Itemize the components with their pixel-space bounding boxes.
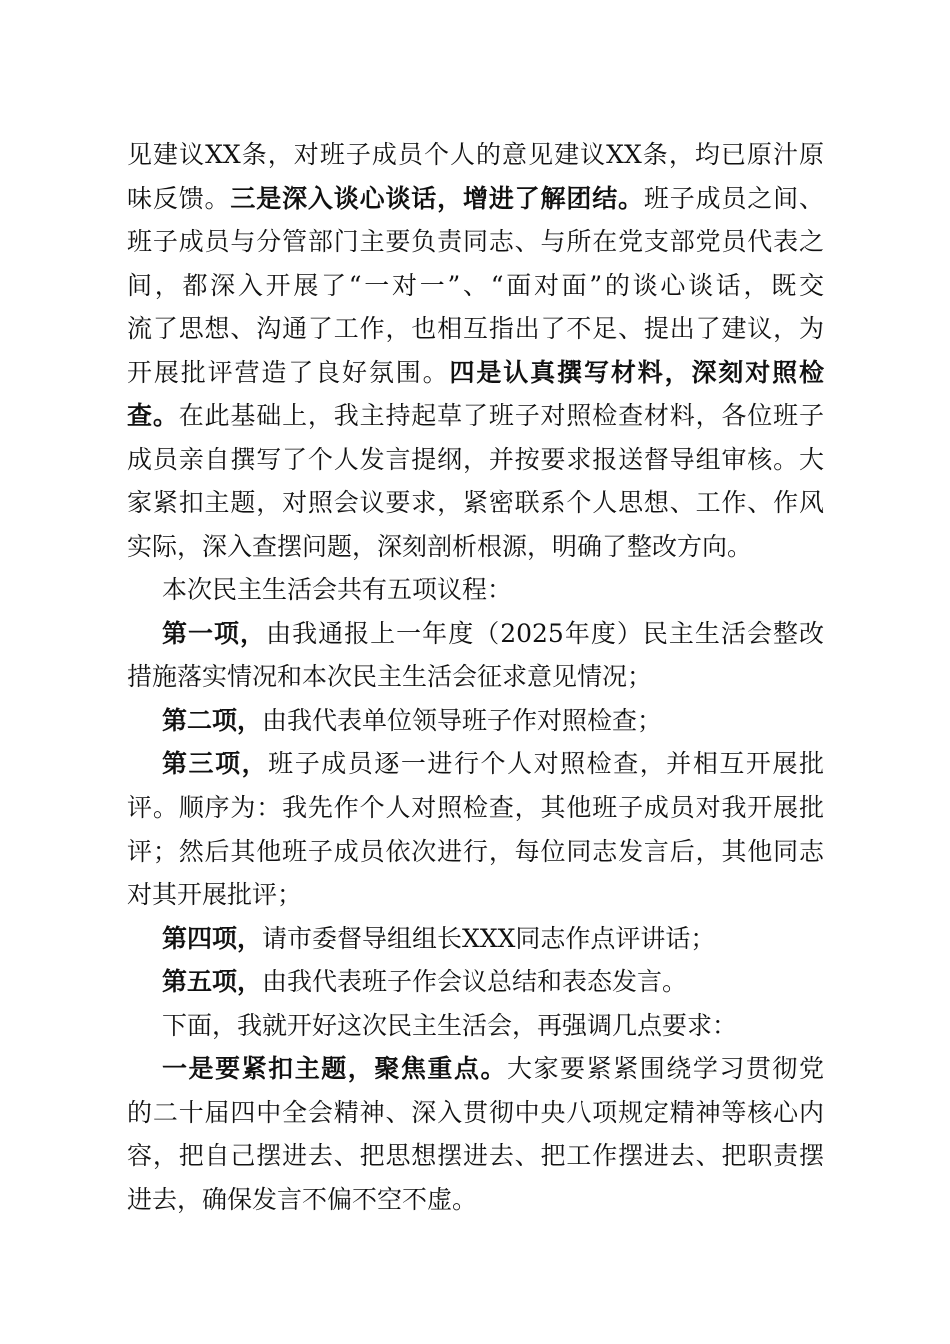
- bold-heading-run: 四是认真撰写材料，深刻对照检: [449, 357, 824, 387]
- text-line: [127, 830, 824, 874]
- text-line: [127, 264, 824, 308]
- text-run: 见建议XX条，对班子成员个人的意见建议XX条，均已原汁原: [127, 140, 824, 169]
- text-run: 间，都深入开展了“一对一”、“面对面”的谈心谈话，既交: [127, 270, 824, 300]
- text-line: [127, 177, 824, 221]
- text-line: [127, 917, 824, 961]
- text-line: [127, 655, 824, 699]
- text-run: 由我代表单位领导班子作对照检查；: [262, 705, 663, 735]
- text-run: 请市委督导组组长XXX同志作点评讲话；: [262, 923, 716, 953]
- text-run: 措施落实情况和本次民主生活会征求意见情况；: [127, 662, 653, 692]
- text-line: [127, 960, 824, 1004]
- text-run: 在此基础上，我主持起草了班子对照检查材料，各位班子: [178, 401, 824, 431]
- text-line: [127, 1004, 824, 1048]
- bold-heading-run: 第二项，: [162, 705, 263, 735]
- text-line: [127, 742, 824, 786]
- text-run: 成员亲自撰写了个人发言提纲，并按要求报送督导组审核。大: [127, 444, 824, 474]
- text-run: 评；然后其他班子成员依次进行，每位同志发言后，其他同志: [127, 836, 824, 866]
- text-line: [127, 1047, 824, 1091]
- text-run: 评。顺序为：我先作个人对照检查，其他班子成员对我开展批: [127, 792, 824, 822]
- text-line: [127, 699, 824, 743]
- text-line: [127, 525, 824, 569]
- text-line: [127, 568, 824, 612]
- text-line: [127, 1091, 824, 1135]
- text-run: 容，把自己摆进去、把思想摆进去、把工作摆进去、把职责摆: [127, 1141, 824, 1171]
- bold-heading-run: 第一项，: [162, 618, 267, 648]
- text-run: 实际，深入查摆问题，深刻剖析根源，明确了整改方向。: [127, 531, 753, 561]
- text-line: [127, 612, 824, 656]
- text-run: 班子成员之间、: [643, 183, 824, 213]
- bold-heading-run: 第三项，: [162, 749, 269, 779]
- bold-heading-run: 第四项，: [162, 923, 263, 953]
- text-run: 班子成员逐一进行个人对照检查，并相互开展批: [268, 749, 824, 779]
- text-line: [127, 1134, 824, 1178]
- bold-heading-run: 一是要紧扣主题，聚焦重点。: [162, 1054, 508, 1084]
- text-line: [127, 307, 824, 351]
- text-run: 进去，确保发言不偏不空不虚。: [127, 1184, 478, 1214]
- text-run: 大家要紧紧围绕学习贯彻党: [507, 1054, 824, 1084]
- text-run: 由我通报上一年度（2025年度）民主生活会整改: [266, 618, 824, 648]
- text-line: [127, 394, 824, 438]
- text-line: [127, 133, 824, 177]
- text-run: 味反馈。: [127, 183, 231, 213]
- text-line: [127, 220, 824, 264]
- text-line: [127, 1178, 824, 1222]
- text-run: 对其开展批评；: [127, 880, 303, 910]
- text-line: [127, 873, 824, 917]
- text-run: 开展批评营造了良好氛围。: [127, 357, 450, 387]
- text-run: 家紧扣主题，对照会议要求，紧密联系个人思想、工作、作风: [127, 488, 824, 518]
- text-run: 本次民主生活会共有五项议程：: [162, 575, 513, 605]
- document-page: [127, 133, 824, 1221]
- text-run: 的二十届四中全会精神、深入贯彻中央八项规定精神等核心内: [127, 1097, 824, 1127]
- text-run: 下面，我就开好这次民主生活会，再强调几点要求：: [162, 1010, 738, 1040]
- bold-heading-run: 第五项，: [162, 967, 263, 997]
- text-run: 班子成员与分管部门主要负责同志、与所在党支部党员代表之: [127, 227, 824, 257]
- text-run: 流了思想、沟通了工作，也相互指出了不足、提出了建议，为: [127, 314, 824, 344]
- text-run: 由我代表班子作会议总结和表态发言。: [262, 967, 688, 997]
- text-line: [127, 438, 824, 482]
- text-line: [127, 481, 824, 525]
- bold-heading-run: 查。: [127, 401, 179, 431]
- text-line: [127, 351, 824, 395]
- text-line: [127, 786, 824, 830]
- bold-heading-run: 三是深入谈心谈话，增进了解团结。: [230, 183, 644, 213]
